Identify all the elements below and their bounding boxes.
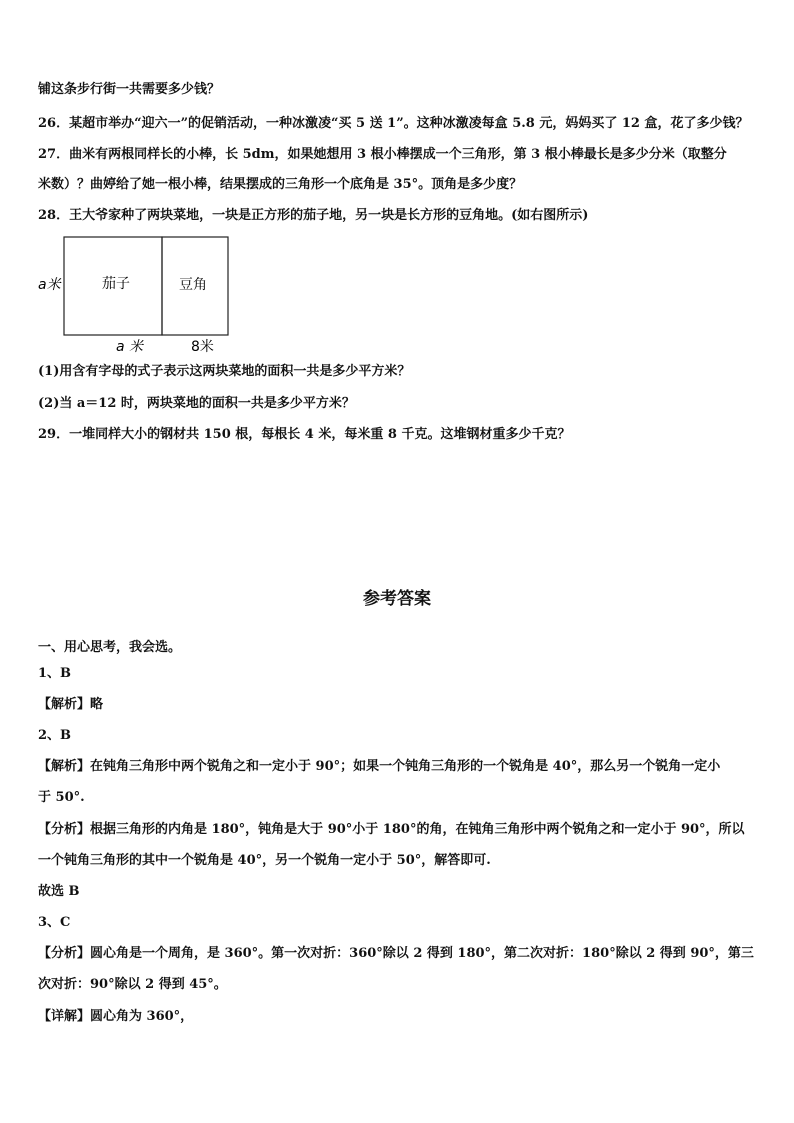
question-28-sub-2: (2)当 a＝12 时，两块菜地的面积一共是多少平方米？: [38, 396, 355, 411]
answer-3-detail: 【详解】圆心角为 360°，: [38, 1009, 194, 1024]
answer-2-analysis-line-1: 【解析】在钝角三角形中两个锐角之和一定小于 90°；如果一个钝角三角形的一个锐角是 40°，那么另一个锐角一定小: [38, 759, 721, 774]
answer-2-analysis-line-2: 于 50°.: [38, 790, 85, 805]
answers-section-1: 一、用心思考，我会选。: [38, 640, 182, 655]
left-side-label: a米: [38, 277, 61, 293]
answer-2-fenxi-line-2: 一个钝角三角形的其中一个锐角是 40°，另一个锐角一定小于 50°，解答即可.: [38, 853, 491, 868]
question-26: 26．某超市举办“迎六一”的促销活动，一种冰激凌“买 5 送 1”。这种冰激凌每盒 5.8 元，妈妈买了 12 盒，花了多少钱？: [38, 116, 749, 131]
answer-1: 1、B: [38, 666, 72, 681]
question-28: 28．王大爷家种了两块菜地，一块是正方形的茄子地，另一块是长方形的豆角地。(如右图所示): [38, 208, 589, 223]
answer-2-choice: 故选 B: [38, 884, 80, 899]
answers-title: 参考答案: [363, 589, 431, 609]
answer-3-fenxi-line-2: 次对折：90°除以 2 得到 45°。: [38, 977, 227, 992]
answer-3-fenxi-line-1: 【分析】圆心角是一个周角，是 360°。第一次对折：360°除以 2 得到 180°，第二次对折：180°除以 2 得到 90°，第三: [38, 946, 754, 961]
question-29: 29．一堆同样大小的钢材共 150 根，每根长 4 米，每米重 8 千克。这堆钢材重多少千克？: [38, 427, 571, 442]
answer-1-analysis: 【解析】略: [38, 697, 104, 712]
answer-2-fenxi-line-1: 【分析】根据三角形的内角是 180°，钝角是大于 90°小于 180°的角，在钝角三角形中两个锐角之和一定小于 90°，所以: [38, 822, 745, 837]
question-25-tail: 铺这条步行街一共需要多少钱？: [38, 82, 221, 97]
answer-2: 2、B: [38, 728, 72, 743]
bean-label: 豆角: [179, 277, 207, 293]
bottom-right-label: 8米: [191, 339, 214, 355]
question-27-line-2: 米数）？曲婷给了她一根小棒，结果摆成的三角形一个底角是 35°。顶角是多少度？: [38, 177, 523, 192]
bottom-left-label: a 米: [116, 339, 144, 355]
eggplant-label: 茄子: [102, 276, 130, 292]
vegetable-plot-figure: [30, 230, 240, 358]
question-27-line-1: 27．曲米有两根同样长的小棒，长 5dm，如果她想用 3 根小棒摆成一个三角形，第 3 根小棒最长是多少分米（取整分: [38, 147, 727, 162]
answer-3: 3、C: [38, 915, 71, 930]
question-28-sub-1: (1)用含有字母的式子表示这两块菜地的面积一共是多少平方米？: [38, 364, 411, 379]
